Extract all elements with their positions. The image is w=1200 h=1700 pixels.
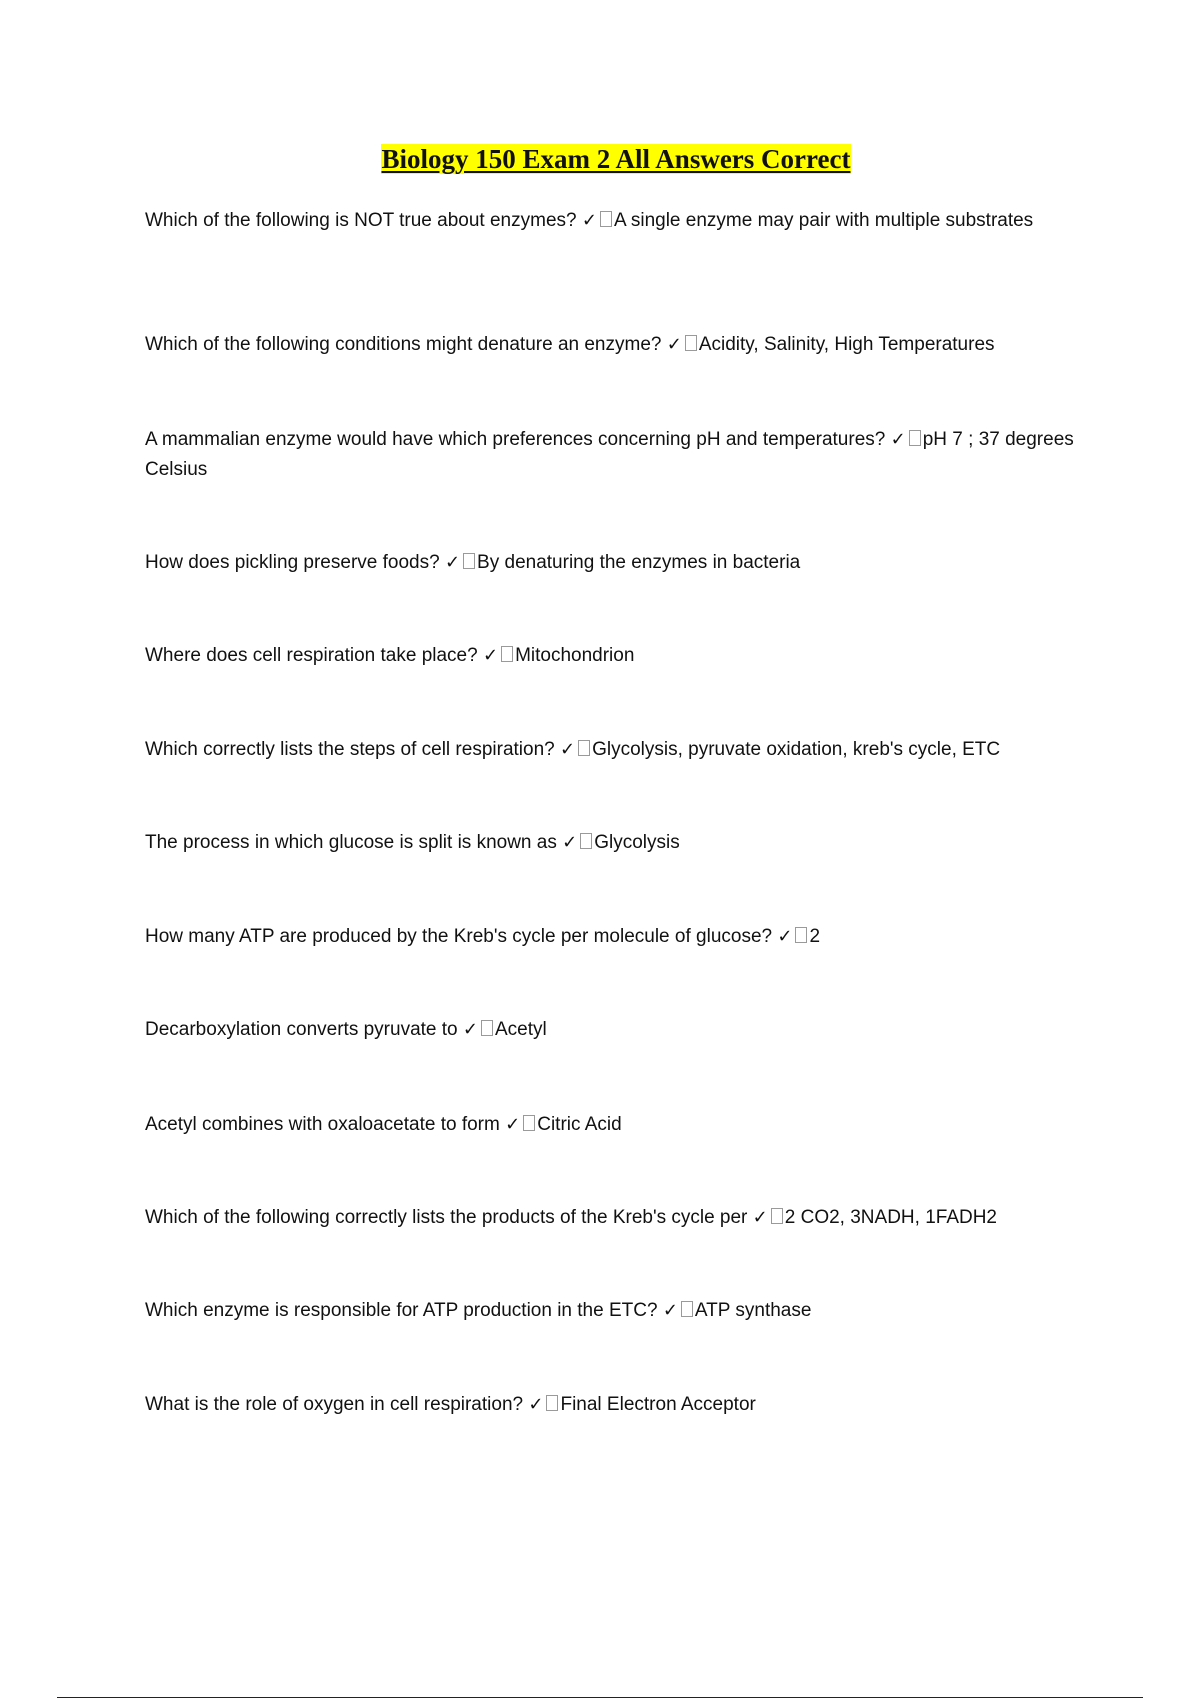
check-mark-icon: ✓ bbox=[666, 334, 682, 355]
qa-item-7 bbox=[145, 828, 1075, 858]
answer-box-icon bbox=[546, 1395, 558, 1411]
qa-item-9 bbox=[145, 1015, 1075, 1045]
answer-text: Acidity, Salinity, High Temperatures bbox=[698, 334, 995, 355]
qa-item-4 bbox=[145, 548, 1075, 578]
answer-box-icon bbox=[771, 1208, 783, 1224]
qa-item-3 bbox=[145, 425, 1075, 485]
question-text: Which of the following correctly lists the products of the Kreb's cycle per bbox=[145, 1207, 748, 1228]
question-text: Decarboxylation converts pyruvate to bbox=[145, 1019, 458, 1040]
question-text: Which enzyme is responsible for ATP production in the ETC? bbox=[145, 1300, 658, 1321]
question-text: How many ATP are produced by the Kreb's cycle per molecule of glucose? bbox=[145, 926, 773, 947]
answer-text: By denaturing the enzymes in bacteria bbox=[477, 552, 801, 573]
check-mark-icon: ✓ bbox=[505, 1114, 521, 1135]
check-mark-icon: ✓ bbox=[890, 429, 906, 450]
answer-box-icon bbox=[681, 1301, 693, 1317]
check-mark-icon: ✓ bbox=[482, 645, 499, 666]
question-text: The process in which glucose is split is known as bbox=[145, 832, 557, 853]
qa-item-10 bbox=[145, 1110, 1075, 1140]
answer-box-icon bbox=[685, 335, 697, 351]
answer-text: Final Electron Acceptor bbox=[560, 1394, 756, 1415]
qa-item-5 bbox=[145, 641, 1075, 671]
qa-item-12 bbox=[145, 1296, 1075, 1326]
answer-text: Mitochondrion bbox=[515, 645, 635, 666]
check-mark-icon: ✓ bbox=[562, 832, 578, 853]
check-mark-icon: ✓ bbox=[777, 926, 793, 947]
qa-item-6 bbox=[145, 735, 1075, 765]
answer-text: ATP synthase bbox=[694, 1300, 812, 1321]
check-mark-icon: ✓ bbox=[560, 739, 576, 760]
answer-text: Glycolysis bbox=[594, 832, 680, 853]
check-mark-icon: ✓ bbox=[662, 1300, 678, 1321]
answer-text: pH 7 ; 37 degrees Celsius bbox=[145, 429, 1074, 480]
answer-text: A single enzyme may pair with multiple substrates bbox=[613, 210, 1034, 231]
answer-box-icon bbox=[463, 553, 475, 569]
check-mark-icon: ✓ bbox=[444, 552, 461, 573]
answer-text: Citric Acid bbox=[537, 1114, 622, 1135]
answer-box-icon bbox=[578, 740, 590, 756]
qa-item-1 bbox=[145, 206, 1075, 236]
answer-box-icon bbox=[580, 833, 592, 849]
qa-item-11 bbox=[145, 1203, 1075, 1233]
answer-box-icon bbox=[523, 1115, 535, 1131]
question-text: How does pickling preserve foods? bbox=[145, 552, 440, 573]
answer-text: Glycolysis, pyruvate oxidation, kreb's cycle, ETC bbox=[592, 739, 1001, 760]
qa-item-13 bbox=[145, 1390, 1075, 1420]
question-text: A mammalian enzyme would have which preferences concerning pH and temperatures? bbox=[145, 429, 886, 450]
page-title bbox=[0, 143, 1200, 175]
answer-box-icon bbox=[600, 211, 612, 227]
question-text: Which of the following is NOT true about enzymes? bbox=[145, 210, 577, 231]
question-text: Which of the following conditions might denature an enzyme? bbox=[145, 334, 662, 355]
answer-box-icon bbox=[501, 646, 513, 662]
check-mark-icon: ✓ bbox=[462, 1019, 478, 1040]
question-text: Acetyl combines with oxaloacetate to form bbox=[145, 1114, 500, 1135]
question-text: Where does cell respiration take place? bbox=[145, 645, 478, 666]
question-text: What is the role of oxygen in cell respiration? bbox=[145, 1394, 524, 1415]
answer-text: 2 CO2, 3NADH, 1FADH2 bbox=[784, 1207, 998, 1228]
qa-item-8 bbox=[145, 922, 1075, 952]
question-text: Which correctly lists the steps of cell respiration? bbox=[145, 739, 555, 760]
answer-box-icon bbox=[481, 1020, 493, 1036]
footer-rule bbox=[57, 1697, 1143, 1698]
check-mark-icon: ✓ bbox=[528, 1394, 544, 1415]
page-title-text: Biology 150 Exam 2 All Answers Correct bbox=[381, 144, 851, 174]
answer-box-icon bbox=[795, 927, 807, 943]
answer-text: 2 bbox=[809, 926, 821, 947]
check-mark-icon: ✓ bbox=[752, 1207, 768, 1228]
answer-box-icon bbox=[909, 430, 921, 446]
qa-item-2 bbox=[145, 330, 1075, 360]
check-mark-icon: ✓ bbox=[581, 210, 597, 231]
answer-text: Acetyl bbox=[494, 1019, 547, 1040]
